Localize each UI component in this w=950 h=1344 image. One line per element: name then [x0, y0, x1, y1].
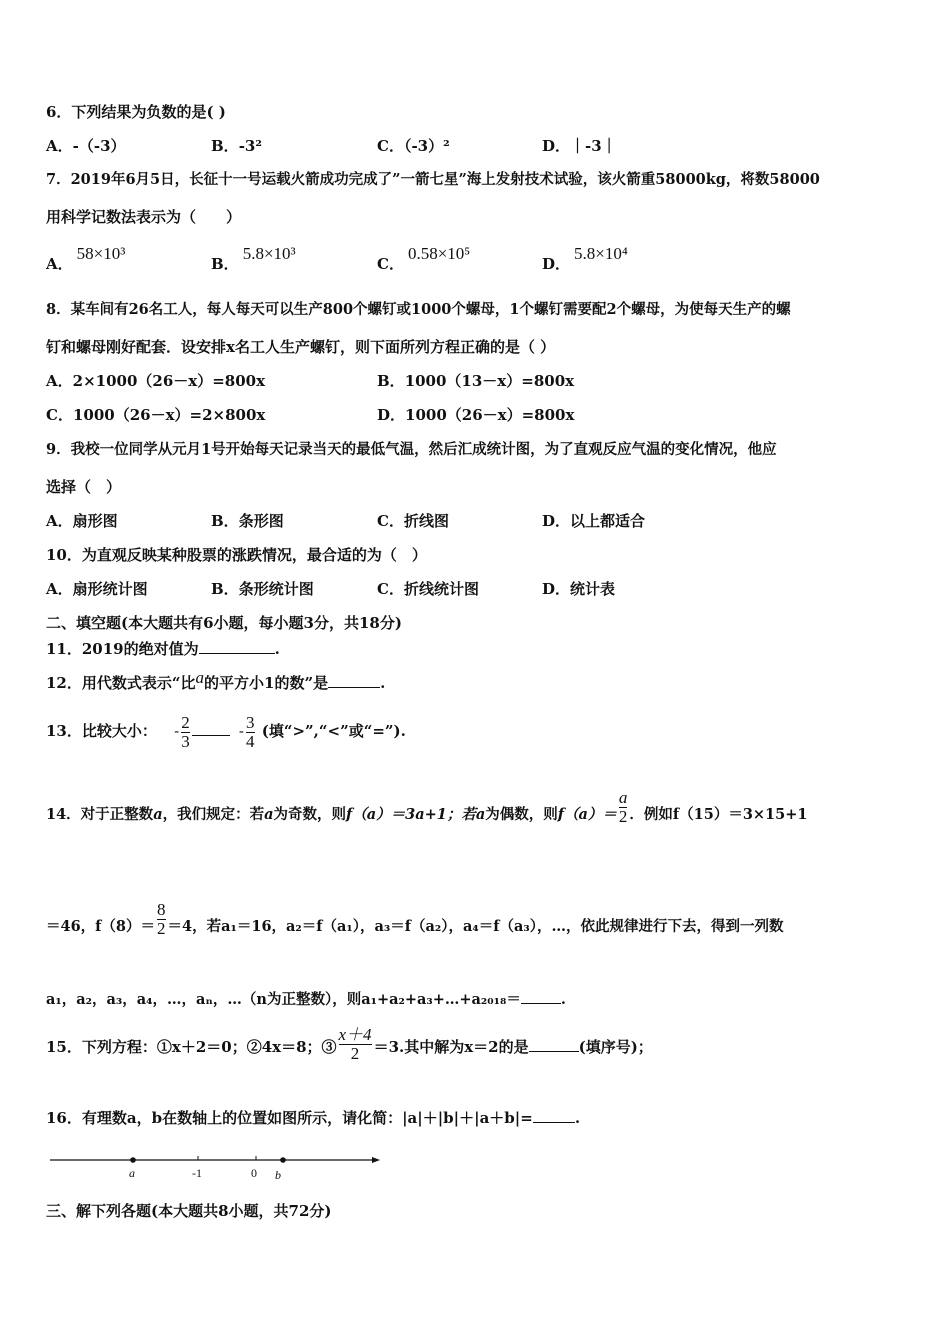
- q10-option-a: A．扇形统计图: [46, 580, 148, 598]
- q9-option-a: A．扇形图: [46, 512, 118, 530]
- q8-option-c: C．1000（26－x）=2×800x: [46, 406, 266, 424]
- q14-line2: ＝46，f（8）＝ $\frac{8}{2}$ ＝4，若a₁＝16，a₂＝f（a₁），a₃＝f（a₂），a₄＝f（a₃），…，依此规律进行下去，得到一列数: [46, 899, 784, 938]
- q7-option-d: D．5.8×10⁴: [542, 244, 628, 273]
- q6-option-d: D．｜-3｜: [542, 137, 617, 155]
- q8-option-a: A．2×1000（26－x）=800x: [46, 372, 266, 390]
- number-line-arrow-icon: [372, 1157, 380, 1163]
- q6-stem: 6．下列结果为负数的是( ): [46, 103, 226, 121]
- q12: 12．用代数式表示“比a的平方小1的数”是 .: [46, 668, 386, 692]
- q7-option-b: B．5.8×10³: [211, 244, 296, 273]
- q9-option-d: D．以上都适合: [542, 512, 646, 530]
- q13-fraction-1: $\frac{2}{3}$: [181, 712, 190, 751]
- q7-option-c: C．0.58×10⁵: [377, 244, 471, 273]
- q14-line3: a₁，a₂，a₃，a₄，…，aₙ，…（n为正整数），则a₁+a₂+a₃+…+a₂₀₁₈＝ .: [46, 991, 566, 1008]
- q14-fraction-8-over-2: $\frac{8}{2}$: [157, 899, 166, 938]
- label-zero: 0: [251, 1166, 257, 1180]
- q7-stem-line1: 7．2019年6月5日，长征十一号运载火箭成功完成了”一箭七星”海上发射技术试验，该火箭重58000kg，将数58000: [46, 171, 820, 188]
- point-a: [130, 1157, 136, 1163]
- section3-heading: 三、解下列各题(本大题共8小题，共72分): [46, 1202, 332, 1220]
- point-b: [280, 1157, 286, 1163]
- q14-fraction-a-over-2: $\frac{a}{2}$: [618, 787, 628, 826]
- q11: 11．2019的绝对值为 .: [46, 640, 280, 658]
- q8-stem-line1: 8．某车间有26名工人，每人每天可以生产800个螺钉或1000个螺母，1个螺钉需要配2个螺母，为使每天生产的螺: [46, 301, 791, 318]
- q7-stem-line2: 用科学记数法表示为（ ）: [46, 208, 242, 226]
- q7-option-a: A．58×10³: [46, 244, 126, 273]
- q10-option-d: D．统计表: [542, 580, 616, 598]
- q14-line1: 14．对于正整数a，我们规定：若a为奇数，则f（a）＝3a+1；若a为偶数，则f（a）＝ $\frac{a}{2}$ ．例如f（15）＝3×15+1: [46, 787, 808, 826]
- q13: 13．比较大小： - $\frac{2}{3}$ - $\frac{3}{4}$ (填“>”,“<”或“=”).: [46, 712, 406, 751]
- q8-option-d: D．1000（26－x）=800x: [377, 406, 575, 424]
- label-b: b: [275, 1168, 281, 1182]
- q9-option-b: B．条形图: [211, 512, 284, 530]
- q6-option-c: C．（-3）²: [377, 137, 450, 155]
- q8-option-b: B．1000（13－x）=800x: [377, 372, 575, 390]
- label-a: a: [129, 1166, 135, 1180]
- section2-heading: 二、填空题(本大题共有6小题，每小题3分，共18分): [46, 614, 402, 632]
- q10-stem: 10．为直观反映某种股票的涨跌情况，最合适的为（ ）: [46, 546, 427, 564]
- q9-stem-line2: 选择（ ）: [46, 478, 122, 496]
- q15: 15．下列方程：①x＋2＝0；②4x＝8；③ $\frac{x+4}{2}$ ＝3.其中解为x＝2的是 (填序号)；: [46, 1024, 653, 1063]
- label-minus1: -1: [192, 1166, 202, 1180]
- q15-fraction: $\frac{x+4}{2}$: [338, 1024, 372, 1063]
- q6-option-b: B．-3²: [211, 137, 262, 155]
- q9-option-c: C．折线图: [377, 512, 449, 530]
- q13-fraction-2: $\frac{3}{4}$: [246, 712, 255, 751]
- number-line: [46, 1148, 386, 1188]
- q16: 16．有理数a，b在数轴上的位置如图所示，请化简：|a|＋|b|＋|a＋b|= .: [46, 1109, 581, 1127]
- q9-stem-line1: 9．我校一位同学从元月1号开始每天记录当天的最低气温，然后汇成统计图，为了直观反应气温的变化情况，他应: [46, 441, 777, 458]
- q6-option-a: A．-（-3）: [46, 137, 126, 155]
- q8-stem-line2: 钉和螺母刚好配套．设安排x名工人生产螺钉，则下面所列方程正确的是（ ）: [46, 338, 556, 356]
- q10-option-b: B．条形统计图: [211, 580, 314, 598]
- q10-option-c: C．折线统计图: [377, 580, 479, 598]
